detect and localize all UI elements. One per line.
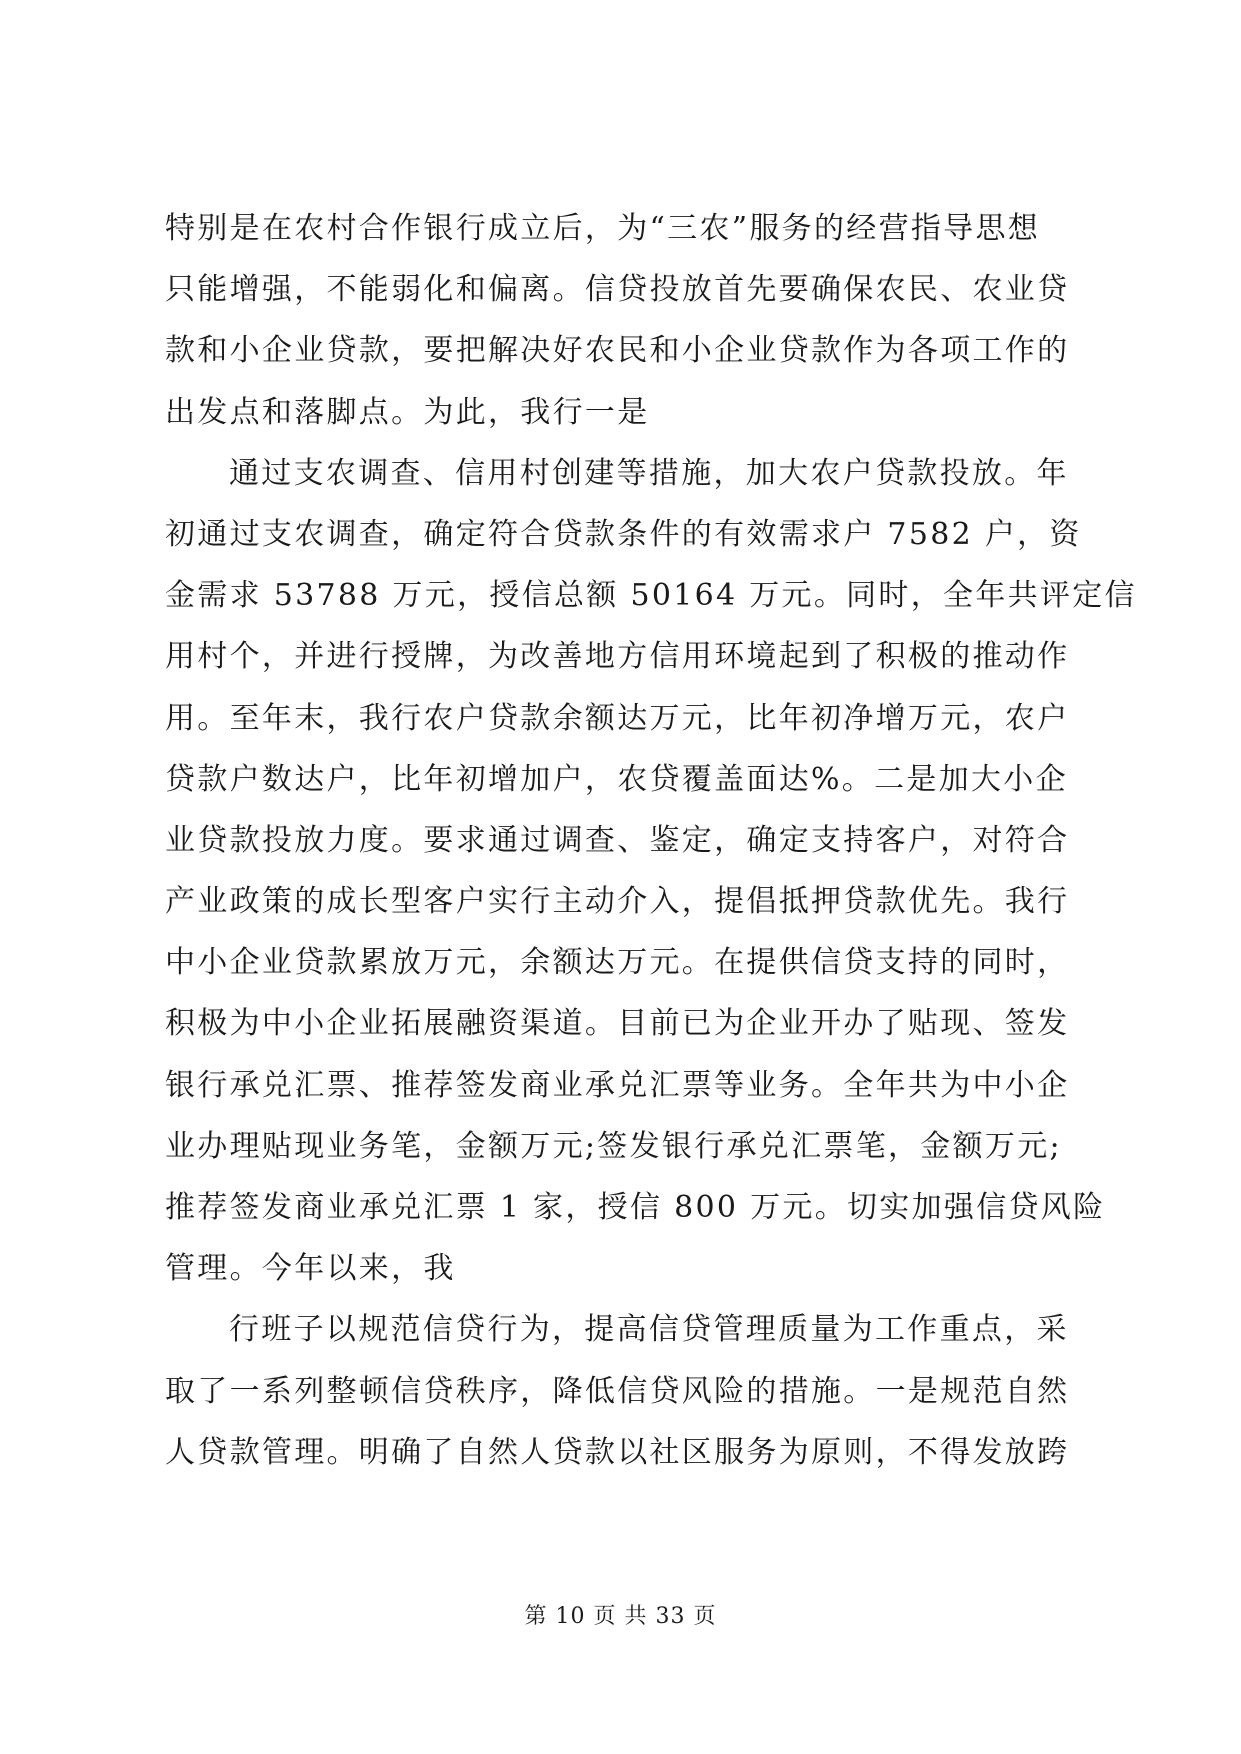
text-line: 用村个，并进行授牌，为改善地方信用环境起到了积极的推动作	[165, 639, 1070, 675]
text-line: 业贷款投放力度。要求通过调查、鉴定，确定支持客户，对符合	[165, 822, 1070, 858]
text-line: 管理。今年以来，我	[165, 1251, 456, 1287]
text-line: 产业政策的成长型客户实行主动介入，提倡抵押贷款优先。我行	[165, 884, 1070, 920]
text-line: 通过支农调查、信用村创建等措施，加大农户贷款投放。年	[229, 455, 1069, 491]
text-line: 初通过支农调查，确定符合贷款条件的有效需求户 7582 户，资	[165, 516, 1082, 552]
text-line: 特别是在农村合作银行成立后，为“三农”服务的经营指导思想	[165, 211, 1041, 246]
text-line: 金需求 53788 万元，授信总额 50164 万元。同时，全年共评定信	[165, 578, 1137, 614]
page-number-footer: 第 10 页 共 33 页	[524, 1604, 717, 1629]
text-line: 业办理贴现业务笔，金额万元;签发银行承兑汇票笔，金额万元;	[165, 1128, 1062, 1164]
text-line: 贷款户数达户，比年初增加户，农贷覆盖面达%。二是加大小企	[165, 761, 1068, 797]
text-line: 中小企业贷款累放万元，余额达万元。在提供信贷支持的同时，	[165, 945, 1070, 981]
body-text	[165, 198, 1137, 1483]
text-line: 行班子以规范信贷行为，提高信贷管理质量为工作重点，采	[229, 1312, 1069, 1348]
text-line: 款和小企业贷款，要把解决好农民和小企业贷款作为各项工作的	[165, 333, 1070, 369]
text-line: 取了一系列整顿信贷秩序，降低信贷风险的措施。一是规范自然	[165, 1373, 1070, 1409]
text-line: 推荐签发商业承兑汇票 1 家，授信 800 万元。切实加强信贷风险	[165, 1190, 1106, 1225]
text-line: 只能增强，不能弱化和偏离。信贷投放首先要确保农民、农业贷	[165, 272, 1070, 308]
text-line: 银行承兑汇票、推荐签发商业承兑汇票等业务。全年共为中小企	[165, 1067, 1070, 1103]
text-line: 积极为中小企业拓展融资渠道。目前已为企业开办了贴现、签发	[165, 1006, 1070, 1042]
text-line: 人贷款管理。明确了自然人贷款以社区服务为原则，不得发放跨	[165, 1434, 1070, 1470]
text-line: 用。至年末，我行农户贷款余额达万元，比年初净增万元，农户	[165, 700, 1070, 736]
text-line: 出发点和落脚点。为此，我行一是	[165, 394, 650, 430]
